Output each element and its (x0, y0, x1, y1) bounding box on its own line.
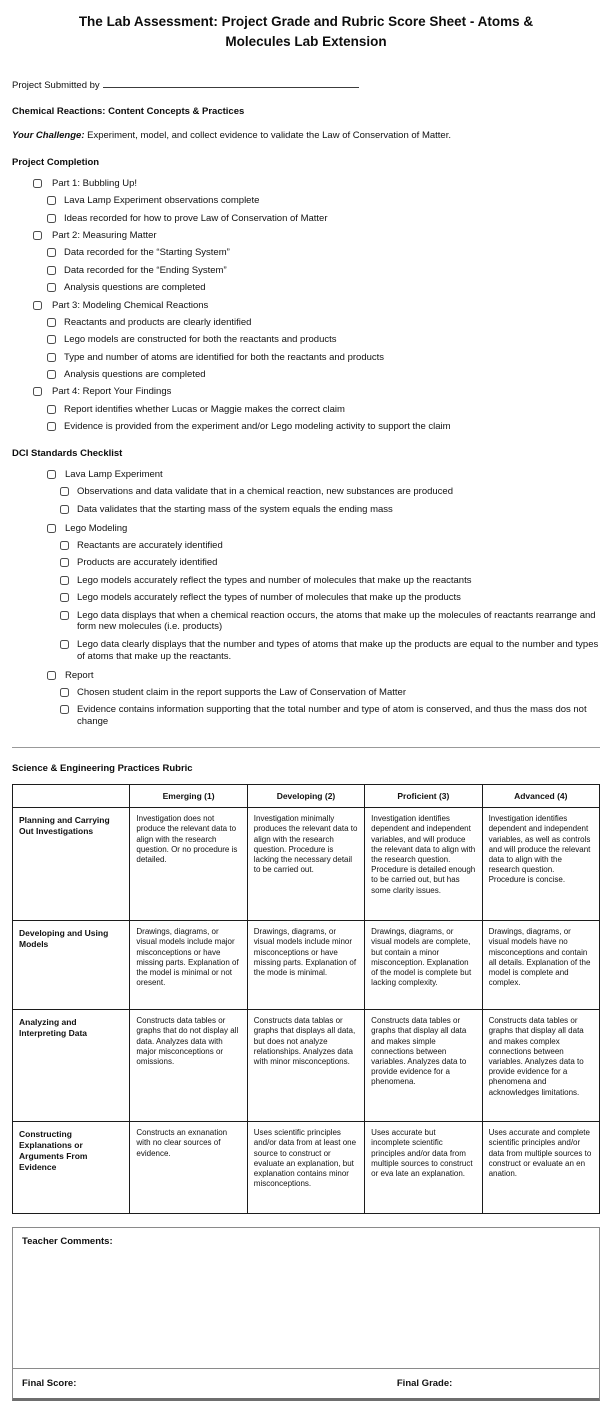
checklist-subitem (12, 421, 600, 433)
checklist-item-label: Data recorded for the “Starting System” (64, 247, 230, 259)
checklist-subitem (12, 687, 600, 699)
submitted-by-blank-line (103, 79, 359, 88)
checkbox[interactable] (47, 422, 56, 431)
checklist-item-part2 (12, 230, 600, 242)
checklist-item-label: Reactants and products are clearly identified (64, 316, 252, 328)
checklist-item-label: Products are accurately identified (77, 557, 218, 569)
checklist-item-label: Lego models are constructed for both the reactants and products (64, 334, 337, 346)
challenge-text: Experiment, model, and collect evidence to validate the Law of Conservation of Matter. (87, 129, 451, 141)
rubric-cell: Drawings, diagrams, or visual models include major misconceptions or have missing parts. Explanation of the model is minimal or not oresent. (130, 921, 247, 1010)
checklist-subitem (12, 504, 600, 516)
rubric-cell: Constructs data tables or graphs that do not display all data. Analyzes data with major misconceptions or omissions. (130, 1010, 247, 1122)
checklist-subitem (12, 195, 600, 207)
project-completion-checklist (12, 178, 600, 433)
checklist-subitem (12, 704, 600, 728)
rubric-heading: Science & Engineering Practices Rubric (12, 763, 193, 775)
checklist-subitem (12, 592, 600, 604)
checklist-item-label: Analysis questions are completed (64, 369, 206, 381)
rubric-cell: Investigation does not produce the relevant data to align with the research question. Or no procedure is detailed. (130, 808, 247, 921)
rubric-row-planning (13, 808, 600, 921)
checkbox[interactable] (33, 301, 42, 310)
project-completion-heading: Project Completion (12, 156, 100, 168)
challenge-label: Your Challenge: (12, 129, 85, 141)
rubric-row-label: Developing and Using Models (13, 921, 130, 1010)
checklist-item-label: Part 2: Measuring Matter (52, 230, 157, 242)
checkbox[interactable] (47, 283, 56, 292)
checklist-item-label: Evidence contains information supporting that the total number and type of atom is conserved, and thus the mass dos not change (77, 704, 587, 728)
checkbox[interactable] (60, 640, 69, 649)
checklist-subitem (12, 575, 600, 587)
checklist-item-label: Lava Lamp Experiment observations complete (64, 195, 260, 207)
checklist-subitem (12, 265, 600, 277)
rubric-cell: Investigation minimally produces the relevant data to align with the research question. Procedure is lacking the necessary detail to be carried out. (247, 808, 364, 921)
checklist-subitem (12, 557, 600, 569)
checklist-subitem (12, 282, 600, 294)
teacher-comments-label: Teacher Comments: (22, 1236, 113, 1248)
rubric-cell: Uses accurate but incomplete scientific principles and/or data from multiple sources to construct or eva late an explanation. (365, 1122, 482, 1214)
checkbox[interactable] (47, 671, 56, 680)
checklist-item-lava-lamp (12, 469, 600, 481)
checkbox[interactable] (47, 405, 56, 414)
rubric-corner-cell (13, 785, 130, 808)
checkbox[interactable] (33, 387, 42, 396)
checklist-item-label: Lego data clearly displays that the number and types of atoms that make up the products are equal to the number and types of atoms that make up the reactants. (77, 638, 599, 662)
submitted-by-label: Project Submitted by (12, 79, 100, 91)
checkbox[interactable] (60, 688, 69, 697)
checkbox[interactable] (60, 593, 69, 602)
checklist-item-label: Ideas recorded for how to prove Law of Conservation of Matter (64, 212, 328, 224)
checklist-item-label: Reactants are accurately identified (77, 540, 223, 552)
final-score-row (13, 1368, 599, 1398)
checklist-subitem (12, 540, 600, 552)
checklist-item-label: Analysis questions are completed (64, 282, 206, 294)
checklist-item-label: Report (65, 669, 94, 681)
content-concepts-heading: Chemical Reactions: Content Concepts & Practices (12, 105, 245, 117)
checkbox[interactable] (47, 335, 56, 344)
checkbox[interactable] (60, 505, 69, 514)
rubric-cell: Uses accurate and complete scientific principles and/or data from multiple sources to construct or evaluate an en anation. (482, 1122, 599, 1214)
practices-rubric-table (12, 784, 600, 1214)
checkbox[interactable] (60, 487, 69, 496)
checklist-item-label: Observations and data validate that in a chemical reaction, new substances are produced (77, 486, 454, 498)
checkbox[interactable] (33, 231, 42, 240)
checklist-item-label: Report identifies whether Lucas or Maggie makes the correct claim (64, 403, 345, 415)
checklist-subitem (12, 317, 600, 329)
checklist-subitem (12, 404, 600, 416)
checklist-item-label: Chosen student claim in the report supports the Law of Conservation of Matter (77, 686, 406, 698)
section-divider (12, 747, 600, 748)
checklist-item-label: Lava Lamp Experiment (65, 469, 163, 481)
rubric-cell: Drawings, diagrams, or visual models have no misconceptions and contain all details. Explanation of the model is complete and complex. (482, 921, 599, 1010)
checklist-subitem (12, 639, 600, 663)
checklist-item-label: Part 4: Report Your Findings (52, 386, 172, 398)
rubric-cell: Uses scientific principles and/or data from at least one source to construct or evaluate an explanation, but explanation contains minor misconceptions. (247, 1122, 364, 1214)
rubric-col-advanced: Advanced (4) (482, 785, 599, 808)
checkbox[interactable] (47, 370, 56, 379)
rubric-col-proficient: Proficient (3) (365, 785, 482, 808)
checklist-item-report (12, 670, 600, 682)
teacher-comments-area (13, 1228, 599, 1368)
rubric-row-analyzing (13, 1010, 600, 1122)
checkbox[interactable] (60, 611, 69, 620)
checkbox[interactable] (47, 214, 56, 223)
checkbox[interactable] (47, 196, 56, 205)
checkbox[interactable] (47, 353, 56, 362)
checklist-subitem (12, 334, 600, 346)
checklist-item-label: Lego models accurately reflect the types of number of molecules that make up the products (77, 592, 461, 604)
rubric-col-emerging: Emerging (1) (130, 785, 247, 808)
rubric-row-label: Analyzing and Interpreting Data (13, 1010, 130, 1122)
rubric-cell: Investigation identifies dependent and independent variables, as well as controls and will produce the relevant data to align with the research question. Procedure is concise. (482, 808, 599, 921)
rubric-row-label: Constructing Explanations or Arguments From Evidence (13, 1122, 130, 1214)
checklist-item-part3 (12, 300, 600, 312)
checklist-subitem (12, 610, 600, 634)
checkbox[interactable] (47, 266, 56, 275)
rubric-cell: Investigation identifies dependent and independent variables, and will produce the relevant data to align with the research question. Procedure is detailed enough to be carried out, but has some clarity issues. (365, 808, 482, 921)
final-grade-label: Final Grade: (396, 1378, 453, 1390)
checklist-item-label: Data recorded for the “Ending System” (64, 264, 227, 276)
checklist-subitem (12, 352, 600, 364)
checkbox[interactable] (47, 248, 56, 257)
checkbox[interactable] (47, 470, 56, 479)
rubric-header-row (13, 785, 600, 808)
checklist-item-label: Lego models accurately reflect the types and number of molecules that make up the reactants (77, 574, 472, 586)
rubric-cell: Drawings, diagrams, or visual models include minor misconceptions or have missing parts. Explanation of the mode is minimal. (247, 921, 364, 1010)
checklist-item-label: Lego data displays that when a chemical reaction occurs, the atoms that make up the molecules of reactants rearrange and form new molecules (i.e. products) (77, 609, 596, 633)
checklist-subitem (12, 486, 600, 498)
checkbox[interactable] (60, 541, 69, 550)
rubric-cell: Constructs data tables or graphs that display all data and makes complex connections between variables. Analyzes data to provide evidence for a phenomena and acknowledges limitations. (482, 1010, 599, 1122)
checkbox[interactable] (60, 558, 69, 567)
page-title: The Lab Assessment: Project Grade and Rubric Score Sheet - Atoms & Molecules Lab Extension (78, 14, 534, 50)
rubric-cell: Constructs an exnanation with no clear sources of evidence. (130, 1122, 247, 1214)
checkbox[interactable] (60, 576, 69, 585)
submitted-by-row (12, 79, 600, 91)
rubric-cell: Constructs data tablas or graphs that displays all data, but does not analyze relationships. Analyzes data with minor misconceptions. (247, 1010, 364, 1122)
checklist-item-label: Data validates that the starting mass of the system equals the ending mass (77, 503, 393, 515)
checklist-subitem (12, 247, 600, 259)
checkbox[interactable] (47, 524, 56, 533)
checklist-item-label: Part 1: Bubbling Up! (52, 177, 138, 189)
challenge-line (12, 130, 600, 142)
teacher-comments-box (12, 1227, 600, 1401)
rubric-cell: Drawings, diagrams, or visual models are complete, but contain a minor misconception. Explanation of the model is complete but lacking complexity. (365, 921, 482, 1010)
final-score-label: Final Score: (22, 1378, 77, 1390)
rubric-row-label: Planning and Carrying Out Investigations (13, 808, 130, 921)
checklist-item-label: Part 3: Modeling Chemical Reactions (52, 299, 209, 311)
checkbox[interactable] (60, 705, 69, 714)
dci-standards-heading: DCI Standards Checklist (12, 448, 123, 460)
checklist-item-label: Evidence is provided from the experiment and/or Lego modeling activity to support the claim (64, 421, 451, 433)
rubric-col-developing: Developing (2) (247, 785, 364, 808)
checklist-item-label: Lego Modeling (65, 522, 128, 534)
rubric-row-explanations (13, 1122, 600, 1214)
checklist-item-part4 (12, 386, 600, 398)
dci-standards-checklist (12, 469, 600, 728)
checklist-item-part1 (12, 178, 600, 190)
checklist-item-label: Type and number of atoms are identified for both the reactants and products (64, 351, 385, 363)
checkbox[interactable] (33, 179, 42, 188)
checkbox[interactable] (47, 318, 56, 327)
rubric-cell: Constructs data tables or graphs that display all data and makes simple connections between variables. Analyzes data to provide evidence for a phenomena. (365, 1010, 482, 1122)
checklist-subitem (12, 369, 600, 381)
checklist-subitem (12, 213, 600, 225)
checklist-item-lego-modeling (12, 523, 600, 535)
rubric-row-models (13, 921, 600, 1010)
